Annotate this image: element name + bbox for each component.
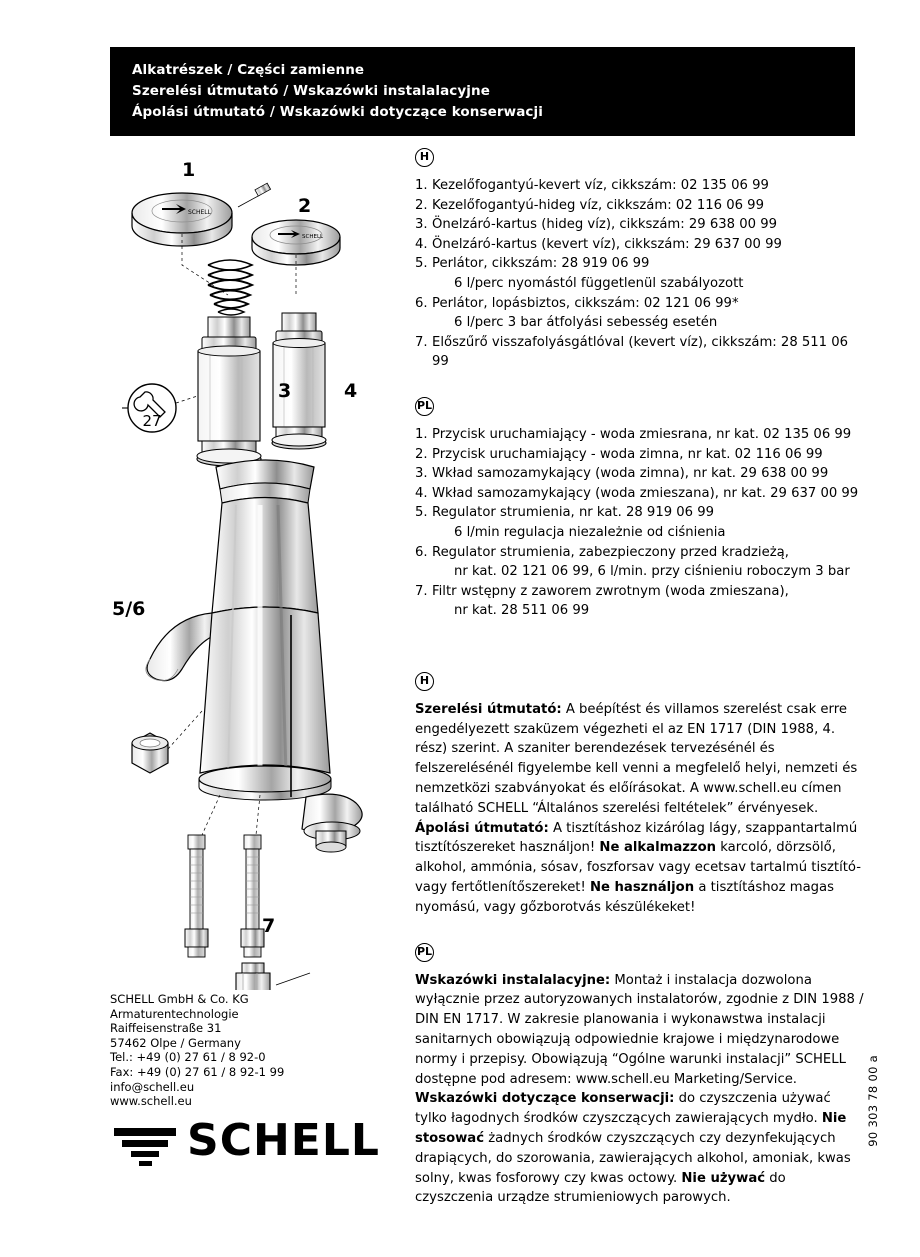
care-instructions-hu <box>415 819 865 918</box>
item-text: Önelzáró-kartus (hideg víz), cikkszám: 29 638 00 99 <box>432 217 777 233</box>
item-subtext: 6 l/perc 3 bar átfolyási sebesség esetén <box>454 315 718 331</box>
list-item <box>415 484 865 504</box>
company-line-4: 57462 Olpe / Germany <box>110 1035 241 1050</box>
faucet-body <box>146 460 331 800</box>
item-text: Önelzáró-kartus (kevert víz), cikkszám: 29 637 00 99 <box>432 236 782 252</box>
list-item <box>415 333 865 372</box>
list-item <box>415 196 865 216</box>
item-text: Kezelőfogantyú-kevert víz, cikkszám: 02 135 06 99 <box>432 178 769 193</box>
list-item <box>415 464 865 484</box>
badge-row-hu <box>415 145 865 167</box>
schell-logo-icon <box>112 1118 182 1170</box>
list-item <box>415 445 865 465</box>
install-instructions-hu <box>415 700 865 819</box>
item-text: Regulator strumienia, zabezpieczony przed kradzieżą, <box>432 544 789 560</box>
company-email: info@schell.eu <box>110 1079 195 1094</box>
header-line-3: Ápolási útmutató / Wskazówki dotyczące konserwacji <box>132 104 543 120</box>
language-badge-pl: PL <box>415 943 434 962</box>
callout-3: 3 <box>278 380 292 402</box>
badge-row-pl <box>415 394 865 416</box>
care-bold-pl-2: Nie używać <box>681 1170 766 1186</box>
spacer <box>415 372 865 394</box>
list-item <box>415 543 865 582</box>
item-text: Wkład samozamykający (woda zimna), nr kat. 29 638 00 99 <box>432 466 829 482</box>
list-item <box>415 176 865 196</box>
company-website: www.schell.eu <box>110 1094 192 1109</box>
list-item <box>415 235 865 255</box>
schell-logo <box>112 1115 380 1170</box>
language-badge-hu: H <box>415 148 434 167</box>
care-label-hu: Ápolási útmutató: <box>415 820 549 836</box>
flex-hoses <box>185 795 264 957</box>
svg-text:27: 27 <box>142 412 162 430</box>
item-text: Regulator strumienia, nr kat. 28 919 06 99 <box>432 505 715 521</box>
care-instructions-pl <box>415 1089 865 1208</box>
list-item <box>415 503 865 542</box>
spacer <box>415 621 865 669</box>
item-text: Wkład samozamykający (woda zmieszana), nr kat. 29 637 00 99 <box>432 485 859 501</box>
item-text: Filtr wstępny z zaworem zwrotnym (woda zmieszana), <box>432 583 789 599</box>
care-bold-pl-1: Nie stosować <box>415 1111 847 1147</box>
callout-1: 1 <box>182 159 196 181</box>
faucet-exploded-drawing <box>110 145 375 990</box>
item-text: Előszűrő visszafolyásgátlóval (kevert víz), cikkszám: 28 511 06 99 <box>432 334 849 370</box>
care-text-pl-2: żadnych środków czyszczących czy dezynfekujących drapiących, do szorowania, zawierających alkohol, amoniak, kwas solny, kwas fosforowy czy kwas octowy. <box>415 1131 851 1186</box>
item-number: 1. <box>415 178 428 193</box>
item-number: 7. <box>415 583 428 599</box>
care-text-hu-2: karcoló, dörzsölő, alkohol, ammónia, sósav, foszforsav vagy ecetsav tartalmú tisztító- vagy fertőtlenítőszereket! <box>415 840 861 896</box>
language-badge-pl: PL <box>415 397 434 416</box>
item-subtext: nr kat. 28 511 06 99 <box>454 603 590 619</box>
item-number: 5. <box>415 256 428 272</box>
item-number: 7. <box>415 334 428 350</box>
exploded-view-illustration <box>110 145 375 985</box>
item-number: 1. <box>415 426 428 442</box>
svg-text:SCHELL: SCHELL <box>188 209 211 216</box>
item-number: 2. <box>415 197 428 213</box>
item-number: 6. <box>415 544 428 560</box>
care-label-pl: Wskazówki dotyczące konserwacji: <box>415 1091 675 1107</box>
prefilter-7 <box>236 963 310 990</box>
aerator-5-6 <box>132 711 202 773</box>
badge-row-pl-instructions <box>415 940 865 962</box>
header-line-2: Szerelési útmutató / Wskazówki instalalacyjne <box>132 83 490 99</box>
handle-2-group <box>252 220 340 295</box>
install-label-hu: Szerelési útmutató: <box>415 701 562 717</box>
spring-part <box>208 260 252 315</box>
care-bold-hu-2: Ne használjon <box>589 880 695 896</box>
care-text-hu-3: a tisztításhoz magas nyomású, vagy gőzborotvás készülékeket! <box>415 880 834 915</box>
item-number: 2. <box>415 446 428 462</box>
item-number: 4. <box>415 236 428 252</box>
install-text-hu: A beépítést és villamos szerelést csak erre engedélyezett szaküzem végezheti el az EN 1717 (DIN 1988, 4. rész) szerint. A szaniter berendezések tervezésénél és felszerelésénél figyelembe kell venni a megfelelő helyi, nemzeti és nemzetközi szabványokat és előírásokat. A www.schell.eu címen található SCHELL “Általános szerelési feltételek” érvényesek. <box>415 701 858 816</box>
callout-2: 2 <box>298 195 312 217</box>
item-subtext: 6 l/perc nyomástól függetlenül szabályozott <box>454 275 744 291</box>
document-code: 90 303 78 00 a <box>866 1055 880 1147</box>
item-number: 3. <box>415 466 428 482</box>
care-bold-hu-1: Ne alkalmazzon <box>599 840 717 856</box>
language-badge-hu: H <box>415 672 434 691</box>
list-item <box>415 294 865 333</box>
badge-row-hu-instructions <box>415 669 865 691</box>
company-address <box>110 992 284 1109</box>
parts-list-hu <box>415 176 865 372</box>
install-label-pl: Wskazówki instalalacyjne: <box>415 972 611 988</box>
callout-5-6: 5/6 <box>112 598 146 620</box>
item-text: Przycisk uruchamiający - woda zimna, nr kat. 02 116 06 99 <box>432 446 823 462</box>
header-bar <box>110 47 855 136</box>
content-column <box>415 145 865 1208</box>
callout-4: 4 <box>344 380 358 402</box>
item-text: Kezelőfogantyú-hideg víz, cikkszám: 02 116 06 99 <box>432 197 764 213</box>
company-line-3: Raiffeisenstraße 31 <box>110 1021 222 1036</box>
spacer <box>415 918 865 940</box>
company-line-2: Armaturentechnologie <box>110 1006 239 1021</box>
schell-logo-text: SCHELL <box>187 1115 380 1166</box>
item-text: Perlátor, cikkszám: 28 919 06 99 <box>432 256 650 272</box>
item-text: Przycisk uruchamiający - woda zmiesrana, nr kat. 02 135 06 99 <box>432 426 852 442</box>
care-text-pl-3: do czyszczenia urządze strumieniowych parowych. <box>415 1170 786 1206</box>
item-text: Perlátor, lopásbiztos, cikkszám: 02 121 06 99* <box>432 295 739 311</box>
care-text-pl-1: do czyszczenia używać tylko łagodnych środków czyszczących zawierających mydło. <box>415 1091 831 1127</box>
install-text-pl: Montaż i instalacja dozwolona wyłącznie przez autoryzowanych instalatorów, zgodnie z DIN 1988 / DIN EN 1717. W zakresie planowania i wykonawstwa instalacji sanitarnych obowiązują odpowiednie krajowe i międzynarodowe normy i przepisy. Obowiązują “Ogólne warunki instalacji” SCHELL dostępne pod adresem: www.schell.eu Marketing/Service. <box>415 972 864 1087</box>
list-item <box>415 254 865 293</box>
item-number: 3. <box>415 217 428 233</box>
list-item <box>415 582 865 621</box>
item-number: 6. <box>415 295 428 311</box>
cartridge-3 <box>197 317 261 466</box>
svg-text:SCHELL: SCHELL <box>302 234 324 240</box>
callout-7: 7 <box>262 915 276 937</box>
care-text-hu-1: A tisztításhoz kizárólag lágy, szappantartalmú tisztítószereket használjon! <box>415 820 858 856</box>
item-number: 4. <box>415 485 428 501</box>
list-item <box>415 425 865 445</box>
install-instructions-pl <box>415 971 865 1090</box>
handle-1-group <box>132 183 271 295</box>
item-subtext: nr kat. 02 121 06 99, 6 l/min. przy ciśnieniu roboczym 3 bar <box>454 564 850 580</box>
header-line-1: Alkatrészek / Części zamienne <box>132 62 365 78</box>
company-line-1: SCHELL GmbH & Co. KG <box>110 992 249 1006</box>
list-item <box>415 215 865 235</box>
company-line-6: Fax: +49 (0) 27 61 / 8 92-1 99 <box>110 1064 285 1079</box>
company-line-5: Tel.: +49 (0) 27 61 / 8 92-0 <box>110 1050 266 1065</box>
item-subtext: 6 l/min regulacja niezależnie od ciśnienia <box>454 524 726 540</box>
parts-list-pl <box>415 425 865 621</box>
item-number: 5. <box>415 505 428 521</box>
